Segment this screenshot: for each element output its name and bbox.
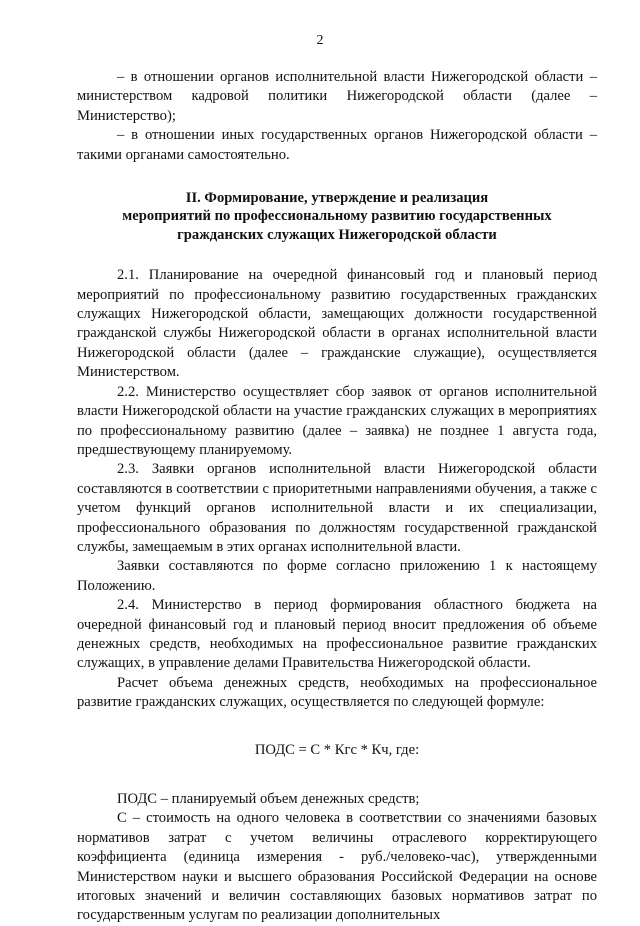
intro-paragraph: – в отношении иных государственных органов Нижегородской области – такими органами самостоятельно. [77, 127, 597, 163]
definition-c: С – стоимость на одного человека в соответствии со значениями базовых нормативов затрат с учетом величины отраслевого корректирующего коэффициента (единица измерения - руб./человеко-час), утвержденными Министерством науки и высшего образования Российской Федерации на основе итоговых значений и величин составляющих базовых нормативов затрат по государственным услугам по реализации дополнительных [77, 810, 597, 924]
section-title-line: мероприятий по профессиональному развитию государственных [122, 208, 552, 225]
paragraph-2-3: 2.3. Заявки органов исполнительной власти Нижегородской области составляются в соответствии с приоритетными направлениями обучения, а также с учетом функций органов исполнительной власти и их специализации, профессионального образования по должностям государственной гражданской службы, замещаемым в этих органах исполнительной власти. [77, 461, 597, 555]
section-title-line: гражданских служащих Нижегородской области [177, 226, 497, 243]
paragraph-2-1: 2.1. Планирование на очередной финансовый год и плановый период мероприятий по профессиональному развитию государственных гражданских служащих Нижегородской области, замещающих должности государственной гражданской службы Нижегородской области в органах исполнительной власти Нижегородской области (далее – гражданские служащие), осуществляется Министерством. [77, 267, 597, 381]
intro-paragraph: – в отношении органов исполнительной власти Нижегородской области – министерством кадровой политики Нижегородской области (далее – Министерство); [77, 69, 597, 124]
paragraph-2-4: 2.4. Министерство в период формирования областного бюджета на очередной финансовый год и плановый период вносит предложения об объеме денежных средств, необходимых на профессиональное развитие гражданских служащих, в управление делами Правительства Нижегородской области. [77, 597, 597, 672]
section-title [77, 189, 597, 244]
document-body [77, 68, 597, 926]
paragraph-calculation: Расчет объема денежных средств, необходимых на профессиональное развитие гражданских служащих, осуществляется по следующей формуле: [77, 674, 597, 711]
paragraph-2-2: 2.2. Министерство осуществляет сбор заявок от органов исполнительной власти Нижегородской области на участие гражданских служащих в мероприятиях по профессиональному развитию (далее – заявка) не позднее 1 августа года, предшествующему планируемому. [77, 383, 597, 458]
section-title-line: II. Формирование, утверждение и реализация [185, 190, 489, 207]
definition-podc: ПОДС – планируемый объем денежных средств; [117, 791, 420, 807]
paragraph-application-form: Заявки составляются по форме согласно приложению 1 к настоящему Положению. [77, 558, 597, 594]
formula: ПОДС = С * Кгс * Кч, где: [254, 741, 420, 758]
page-number: 2 [316, 33, 324, 48]
